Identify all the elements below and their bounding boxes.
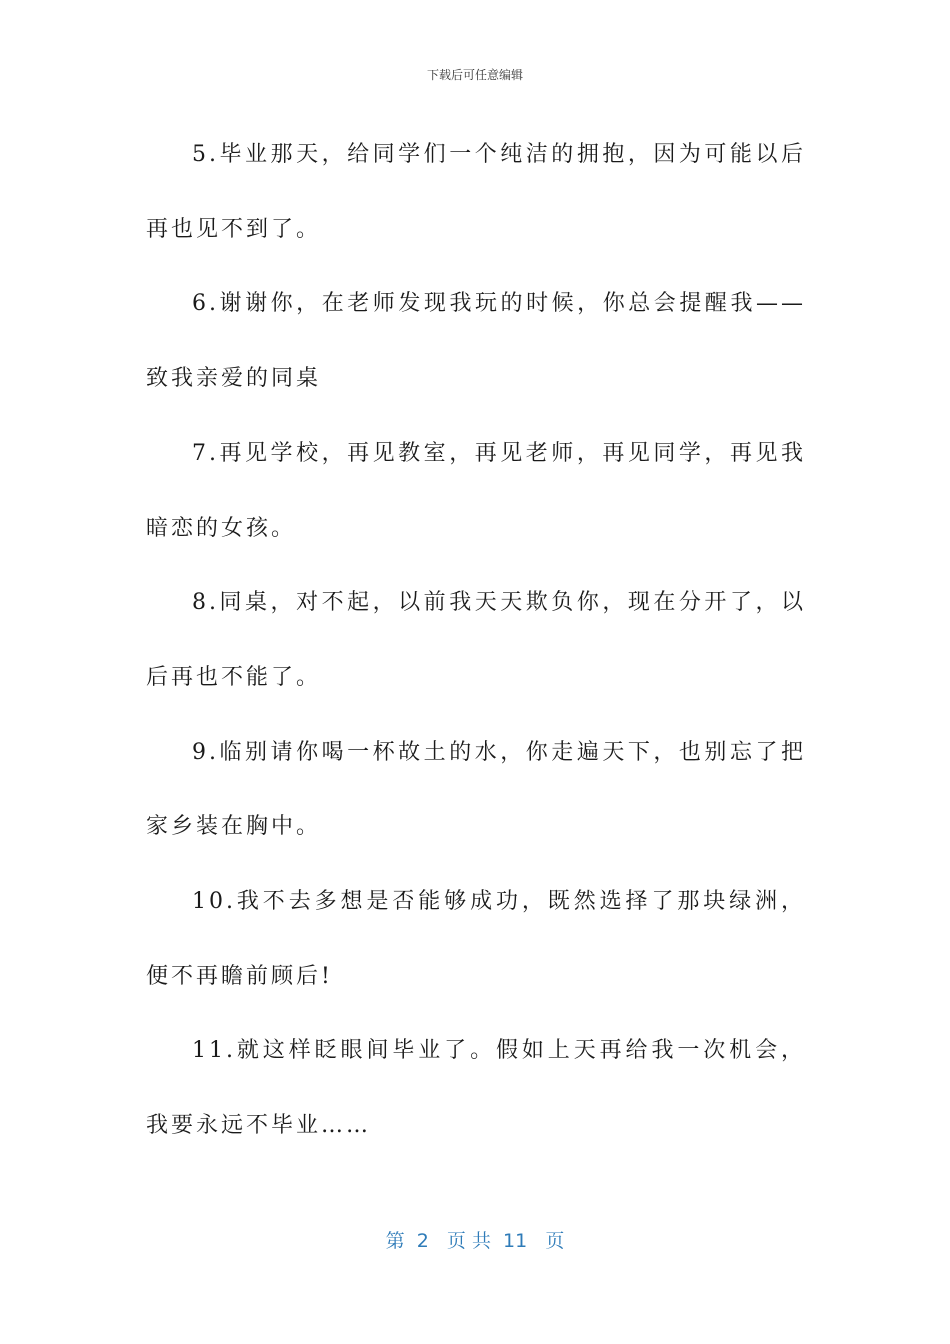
page-number-footer: 第 2 页 共 11 页	[385, 1230, 565, 1252]
paragraph-11: 11.就这样眨眼间毕业了。假如上天再给我一次机会，我要永远不毕业……	[146, 1038, 806, 1139]
paragraph-7: 7.再见学校，再见教室，再见老师，再见同学，再见我暗恋的女孩。	[146, 440, 806, 541]
paragraph-6: 6.谢谢你，在老师发现我玩的时候，你总会提醒我——致我亲爱的同桌	[146, 291, 806, 392]
document-body	[146, 118, 806, 1164]
page-header: 下载后可任意编辑	[426, 68, 523, 82]
paragraph-10: 10.我不去多想是否能够成功，既然选择了那块绿洲，便不再瞻前顾后!	[146, 889, 806, 989]
paragraph-8: 8.同桌，对不起，以前我天天欺负你，现在分开了，以后再也不能了。	[146, 590, 806, 690]
paragraph-9: 9.临别请你喝一杯故土的水，你走遍天下，也别忘了把家乡装在胸中。	[146, 739, 806, 840]
paragraph-5: 5.毕业那天，给同学们一个纯洁的拥抱，因为可能以后再也见不到了。	[146, 142, 806, 242]
